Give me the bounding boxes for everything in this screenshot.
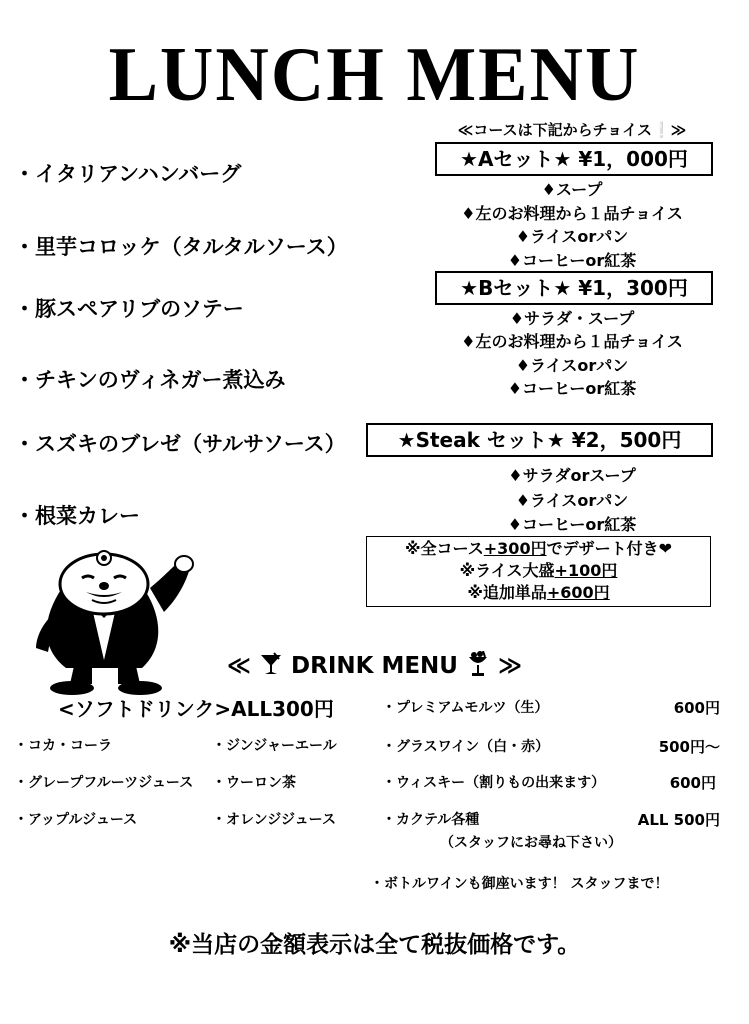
soft-drink-item: ・オレンジジュース (212, 812, 336, 828)
soft-drink-item: ・ジンジャーエール (212, 738, 337, 754)
set-b-item: ♦左のお料理から１品チョイス (461, 332, 683, 351)
soft-drink-item: ・グレープフルーツジュース (14, 775, 194, 791)
alcohol-name: ・プレミアムモルツ（生） (382, 700, 549, 716)
set-b-label: ★Bセット★ ¥1，300円 (435, 271, 713, 305)
menu-title: LUNCH MENU (108, 31, 641, 119)
heading-left-bracket: ≪ (226, 653, 251, 679)
alcohol-name: ・カクテル各種 (382, 812, 480, 828)
soft-drink-item: ・コカ・コーラ (14, 738, 112, 754)
dish-item: ・イタリアンハンバーグ (14, 162, 242, 186)
soft-drink-heading: <ソフトドリンク>ALL300円 (58, 697, 334, 721)
set-steak-label: ★Steak セット★ ¥2，500円 (366, 423, 713, 457)
cocktail-glass-icon (259, 652, 283, 676)
alcohol-price: ALL 500円 (637, 811, 720, 829)
dish-item: ・根菜カレー (14, 504, 140, 528)
heading-text: DRINK MENU (291, 653, 458, 679)
soft-drink-item: ・ウーロン茶 (212, 775, 296, 791)
cocktail-note: （スタッフにお尋ね下さい） (440, 835, 622, 851)
set-a-label: ★Aセット★ ¥1，000円 (435, 142, 713, 176)
course-note: ≪コースは下記からチョイス❕≫ (457, 121, 687, 139)
tax-note: ※当店の金額表示は全て税抜価格です。 (168, 932, 581, 958)
alcohol-price: 500円～ (658, 738, 720, 756)
notes-box (366, 536, 711, 607)
set-a-item: ♦左のお料理から１品チョイス (461, 204, 683, 223)
heading-right-bracket: ≫ (498, 653, 523, 679)
set-b-item: ♦サラダ・スープ (509, 309, 635, 328)
set-steak-item: ♦ライスorパン (515, 491, 629, 510)
parfait-glass-icon (466, 651, 490, 677)
alcohol-price: 600円 (673, 699, 720, 717)
set-steak-item: ♦コーヒーor紅茶 (507, 515, 637, 534)
alcohol-name: ・ウィスキー（割りもの出来ます） (382, 775, 606, 791)
dish-item: ・里芋コロッケ（タルタルソース） (14, 235, 348, 259)
drink-menu-heading (0, 651, 749, 679)
set-b-item: ♦コーヒーor紅茶 (507, 379, 637, 398)
set-b-item: ♦ライスorパン (515, 356, 629, 375)
alcohol-name: ・グラスワイン（白・赤） (382, 739, 550, 755)
alcohol-price: 600円 (669, 774, 716, 792)
note-extra: ※追加単品+600円 (467, 583, 610, 602)
dish-item: ・チキンのヴィネガー煮込み (14, 368, 286, 392)
dish-item: ・豚スペアリブのソテー (14, 297, 244, 321)
dish-item: ・スズキのブレゼ（サルサソース） (14, 432, 346, 456)
set-a-item: ♦コーヒーor紅茶 (507, 251, 637, 270)
set-steak-item: ♦サラダorスープ (508, 466, 636, 485)
note-rice: ※ライス大盛+100円 (459, 561, 618, 580)
set-a-item: ♦ライスorパン (515, 227, 629, 246)
bottle-wine-note: ・ボトルワインも御座います！ スタッフまで！ (370, 876, 669, 892)
note-dessert: ※全コース+300円でデザート付き❤ (405, 539, 672, 558)
soft-drink-item: ・アップルジュース (14, 812, 138, 828)
set-a-item: ♦スープ (541, 180, 603, 199)
